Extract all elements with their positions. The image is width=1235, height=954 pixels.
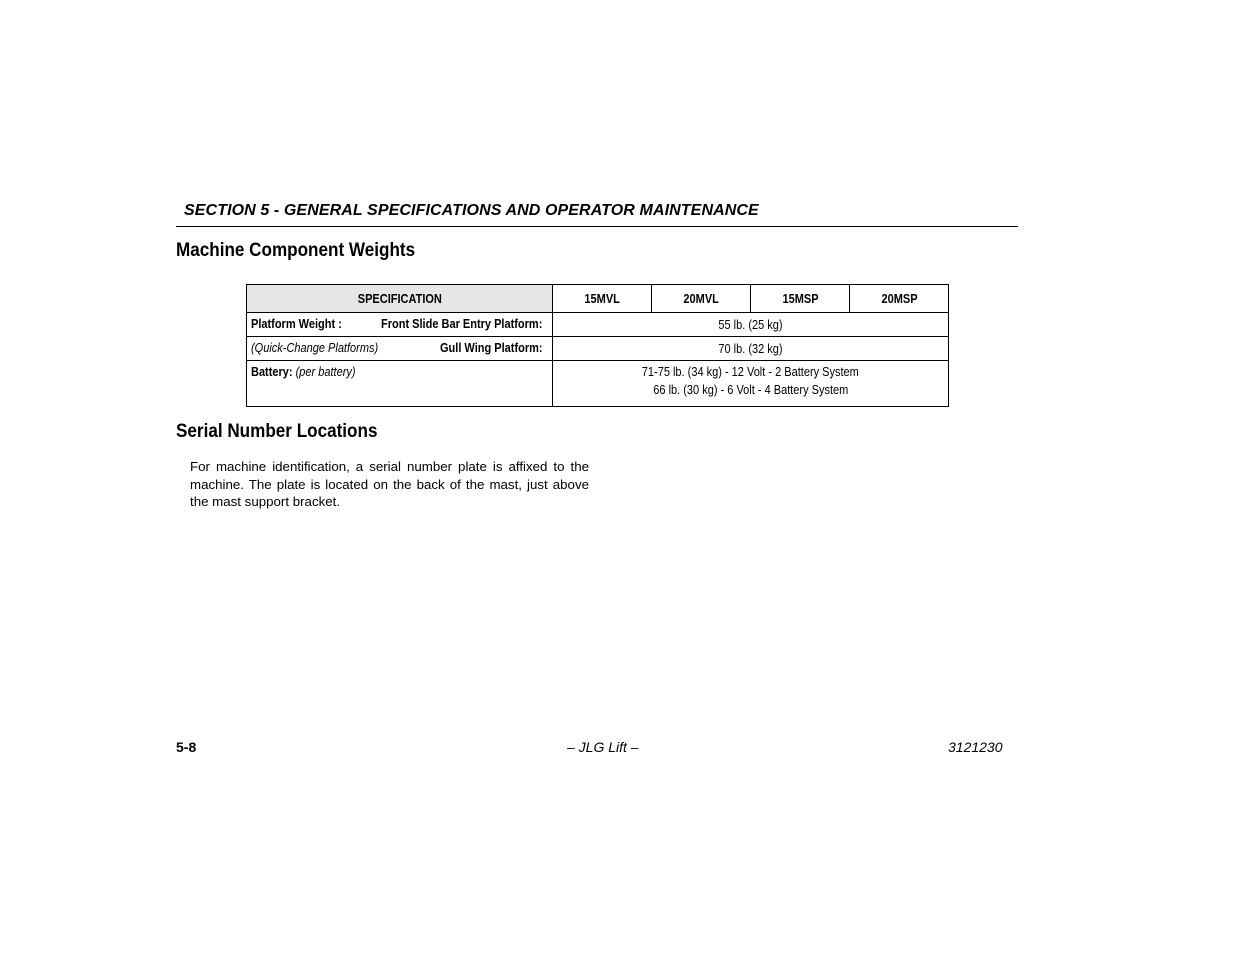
serial-number-locations-heading: Serial Number Locations <box>176 421 378 442</box>
gull-wing-value: 70 lb. (32 kg) <box>718 341 783 356</box>
table-row <box>247 337 949 361</box>
serial-number-body-text: For machine identification, a serial number plate is affixed to the machine. The plate is located on the back of the mast, just above the mast support bracket. <box>190 459 589 509</box>
section-header <box>176 202 1018 227</box>
machine-component-weights-heading: Machine Component Weights <box>176 240 416 261</box>
gull-wing-label-cell <box>247 337 553 361</box>
platform-weight-label: Platform Weight : <box>251 317 342 331</box>
gull-wing-value-cell <box>553 337 949 361</box>
quick-change-platforms-note: (Quick-Change Platforms) <box>251 341 379 355</box>
battery-value-line-1: 71-75 lb. (34 kg) - 12 Volt - 2 Battery System <box>642 365 860 379</box>
column-header-15msp: 15MSP <box>751 285 850 313</box>
battery-value-line-2: 66 lb. (30 kg) - 6 Volt - 4 Battery System <box>653 383 849 397</box>
page-number: 5-8 <box>176 739 197 755</box>
table-row <box>247 313 949 337</box>
footer-center-text: – JLG Lift – <box>567 739 639 755</box>
section-title: SECTION 5 - GENERAL SPECIFICATIONS AND OPERATOR MAINTENANCE <box>184 202 759 219</box>
column-header-20msp: 20MSP <box>850 285 949 313</box>
per-battery-note: (per battery) <box>295 365 356 379</box>
front-slide-bar-label: Front Slide Bar Entry Platform: <box>381 317 543 331</box>
table-row <box>247 361 949 407</box>
column-header-specification: SPECIFICATION <box>247 285 553 313</box>
battery-label-cell <box>247 361 553 407</box>
table-header-row <box>247 285 949 313</box>
document-number: 3121230 <box>948 739 1003 755</box>
battery-value-cell <box>553 361 949 407</box>
column-header-20mvl: 20MVL <box>652 285 751 313</box>
platform-weight-label-cell <box>247 313 553 337</box>
front-slide-bar-value: 55 lb. (25 kg) <box>718 317 783 332</box>
component-weights-table <box>246 284 949 407</box>
column-header-15mvl: 15MVL <box>553 285 652 313</box>
gull-wing-label: Gull Wing Platform: <box>439 341 543 355</box>
front-slide-bar-value-cell <box>553 313 949 337</box>
battery-label: Battery: <box>251 365 293 379</box>
